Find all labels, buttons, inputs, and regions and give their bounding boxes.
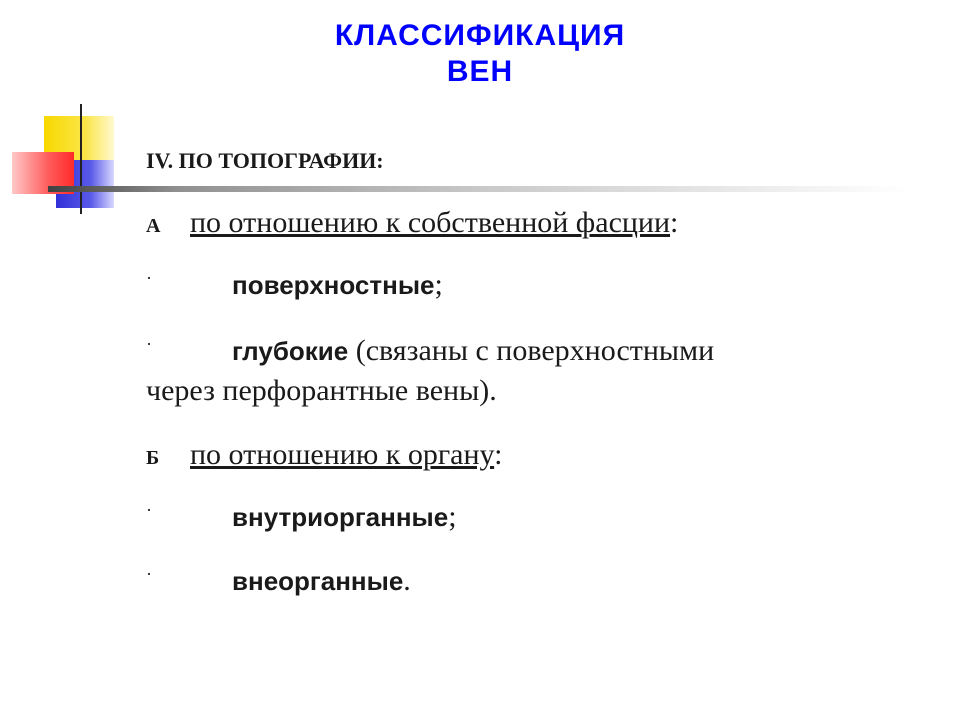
bullet: ·	[146, 564, 152, 584]
list-item	[146, 334, 714, 368]
decorative-horizontal-rule	[48, 186, 908, 192]
decorative-vertical-line	[80, 104, 82, 214]
bullet: ·	[146, 500, 152, 520]
subsection-a-text: по отношению к собственной фасции	[190, 206, 671, 239]
list-item-continuation: через перфорантные вены).	[146, 374, 497, 407]
subsection-b	[146, 438, 502, 472]
list-item	[146, 564, 411, 598]
title-line-1: КЛАССИФИКАЦИЯ	[334, 19, 626, 52]
item-rest: ;	[434, 268, 443, 301]
bullet: ·	[146, 334, 152, 354]
item-term: поверхностные	[232, 270, 435, 300]
subsection-b-text: по отношению к органу	[190, 438, 495, 471]
item-rest: ;	[448, 500, 457, 533]
subsection-a-suffix: :	[670, 206, 679, 239]
list-item	[146, 268, 443, 302]
item-rest: (связаны с поверхностными	[348, 334, 715, 367]
bullet: ·	[146, 268, 152, 288]
title-line-2: ВЕН	[446, 55, 514, 88]
item-rest: .	[403, 564, 411, 597]
subsection-b-letter: Б	[146, 447, 160, 469]
subsection-b-suffix: :	[494, 438, 503, 471]
item-term: внутриорганные	[232, 502, 449, 532]
subsection-a-letter: А	[146, 215, 161, 237]
item-term: глубокие	[232, 336, 349, 366]
slide-title	[0, 18, 960, 90]
section-heading: IV. ПО ТОПОГРАФИИ:	[146, 148, 384, 173]
item-term: внеорганные	[232, 566, 404, 596]
subsection-a	[146, 206, 678, 240]
list-item	[146, 500, 457, 534]
